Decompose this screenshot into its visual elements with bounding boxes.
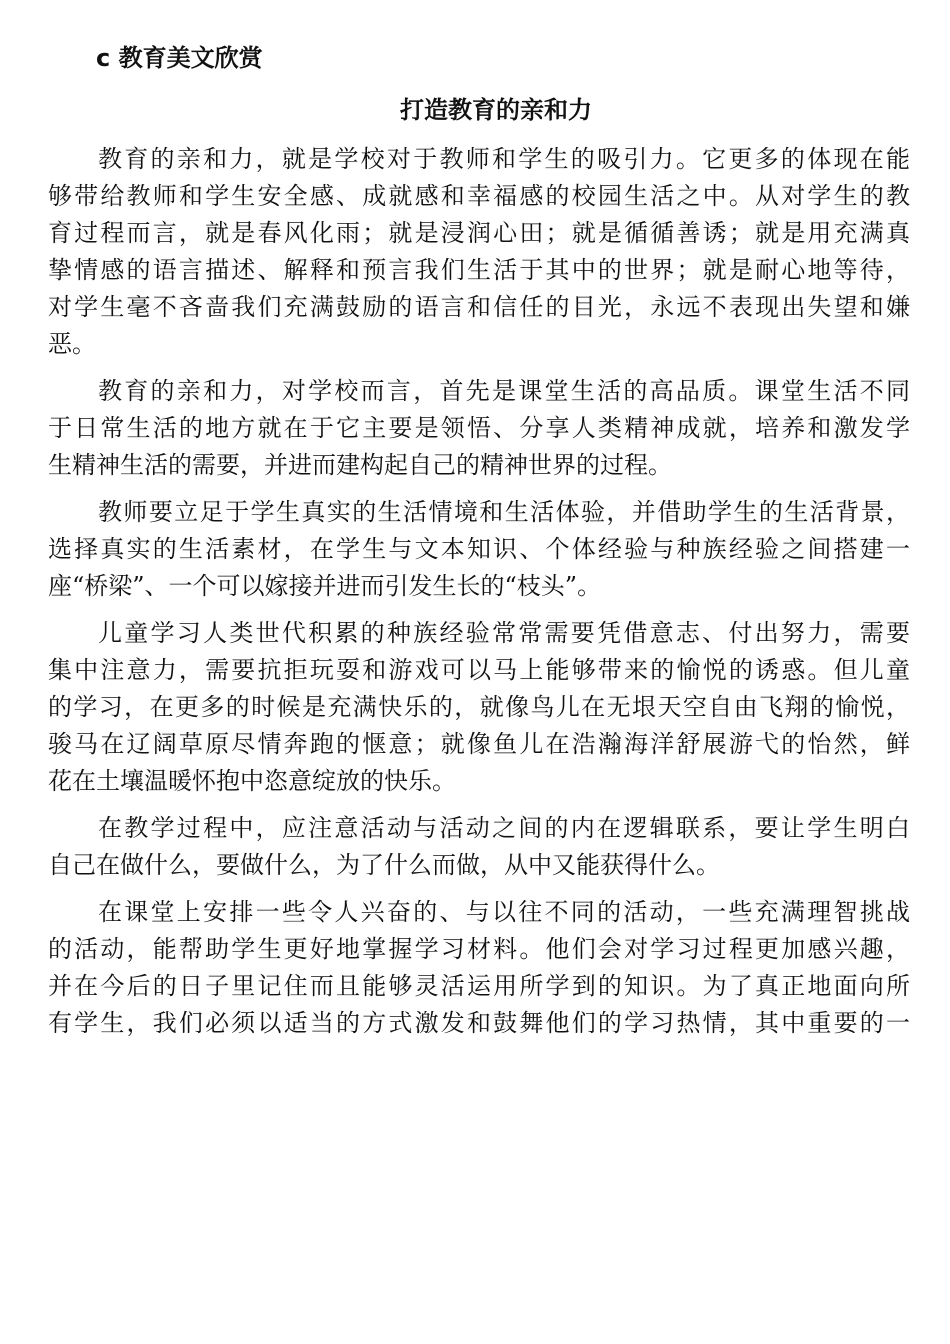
paragraph-line: 对学生毫不吝啬我们充满鼓励的语言和信任的目光，永远不表现出失望和嫌 bbox=[48, 293, 910, 321]
paragraph-line: 教育的亲和力，就是学校对于教师和学生的吸引力。它更多的体现在能 bbox=[98, 145, 910, 173]
paragraph-line: 座“桥梁”、一个可以嫁接并进而引发生长的“枝头”。 bbox=[48, 572, 602, 600]
paragraph bbox=[48, 894, 910, 1042]
article-body bbox=[48, 141, 910, 1052]
paragraph-line: 集中注意力，需要抗拒玩耍和游戏可以马上能够带来的愉悦的诱惑。但儿童 bbox=[48, 656, 910, 684]
paragraph-line: 够带给教师和学生安全感、成就感和幸福感的校园生活之中。从对学生的教 bbox=[48, 182, 910, 210]
paragraph bbox=[48, 494, 910, 605]
paragraph-line: 于日常生活的地方就在于它主要是领悟、分享人类精神成就，培养和激发学 bbox=[48, 414, 910, 442]
paragraph-line: 在课堂上安排一些令人兴奋的、与以往不同的活动，一些充满理智挑战 bbox=[98, 898, 910, 926]
paragraph-line: 教育的亲和力，对学校而言，首先是课堂生活的高品质。课堂生活不同 bbox=[98, 377, 910, 405]
paragraph-line: 并在今后的日子里记住而且能够灵活运用所学到的知识。为了真正地面向所 bbox=[48, 972, 910, 1000]
article-title: 打造教育的亲和力 bbox=[400, 96, 592, 124]
paragraph-line: 的学习，在更多的时候是充满快乐的，就像鸟儿在无垠天空自由飞翔的愉悦， bbox=[48, 693, 910, 721]
paragraph-line: 选择真实的生活素材，在学生与文本知识、个体经验与种族经验之间搭建一 bbox=[48, 535, 910, 563]
paragraph-line: 骏马在辽阔草原尽情奔跑的惬意；就像鱼儿在浩瀚海洋舒展游弋的怡然，鲜 bbox=[48, 730, 910, 758]
paragraph bbox=[48, 810, 910, 884]
paragraph bbox=[48, 141, 910, 363]
paragraph-line: 的活动，能帮助学生更好地掌握学习材料。他们会对学习过程更加感兴趣， bbox=[48, 935, 910, 963]
header-label: c 教育美文欣赏 bbox=[96, 44, 263, 72]
paragraph-line: 生精神生活的需要，并进而建构起自己的精神世界的过程。 bbox=[48, 451, 672, 479]
paragraph-line: 儿童学习人类世代积累的种族经验常常需要凭借意志、付出努力，需要 bbox=[98, 619, 910, 647]
paragraph-line: 挚情感的语言描述、解释和预言我们生活于其中的世界；就是耐心地等待， bbox=[48, 256, 910, 284]
paragraph-line: 恶。 bbox=[48, 330, 96, 358]
paragraph-line: 在教学过程中，应注意活动与活动之间的内在逻辑联系，要让学生明白 bbox=[98, 814, 910, 842]
paragraph bbox=[48, 615, 910, 800]
paragraph-line: 教师要立足于学生真实的生活情境和生活体验，并借助学生的生活背景， bbox=[98, 498, 910, 526]
paragraph-line: 自己在做什么，要做什么，为了什么而做，从中又能获得什么。 bbox=[48, 851, 720, 879]
paragraph-line: 有学生，我们必须以适当的方式激发和鼓舞他们的学习热情，其中重要的一 bbox=[48, 1009, 910, 1037]
paragraph bbox=[48, 373, 910, 484]
paragraph-line: 花在土壤温暖怀抱中恣意绽放的快乐。 bbox=[48, 767, 456, 795]
paragraph-line: 育过程而言，就是春风化雨；就是浸润心田；就是循循善诱；就是用充满真 bbox=[48, 219, 910, 247]
